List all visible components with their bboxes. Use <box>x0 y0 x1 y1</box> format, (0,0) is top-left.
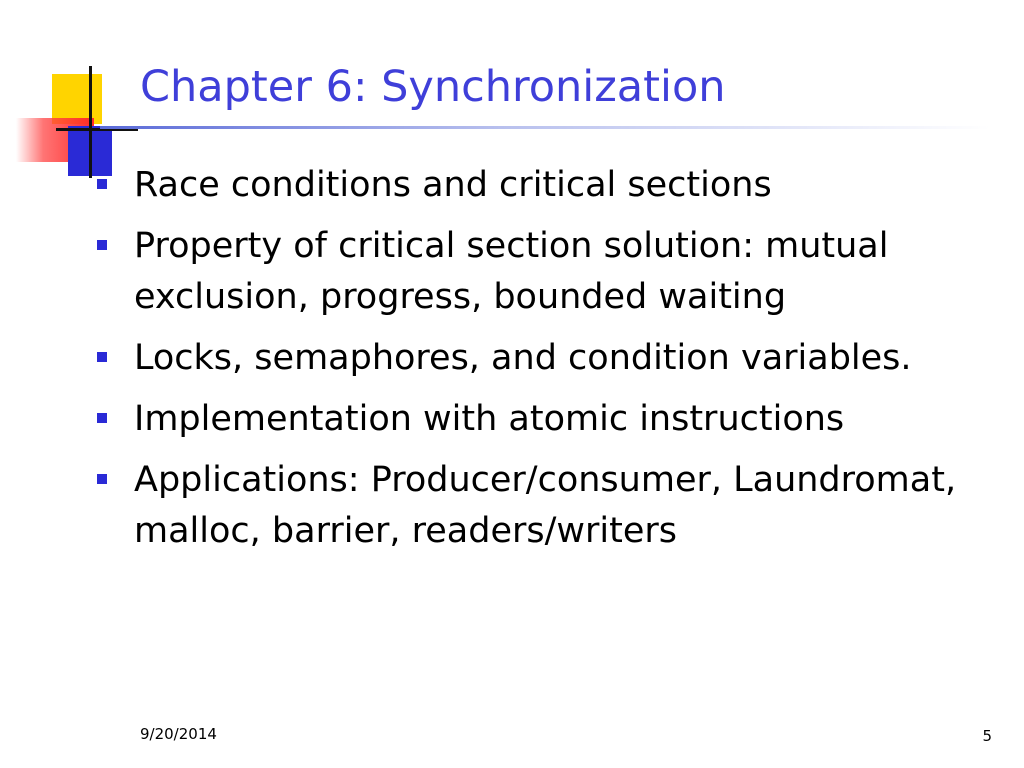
bullet-square-icon <box>97 474 107 484</box>
footer-date: 9/20/2014 <box>140 725 217 743</box>
slide-title: Chapter 6: Synchronization <box>140 62 726 112</box>
bullet-square-icon <box>97 352 107 362</box>
title-underline <box>100 126 990 129</box>
bullet-list <box>97 160 977 567</box>
bullet-text: Implementation with atomic instructions <box>134 399 845 439</box>
bullet-square-icon <box>97 179 107 189</box>
bullet-item <box>97 394 977 445</box>
bullet-item <box>97 333 977 384</box>
bullet-item <box>97 221 977 323</box>
bullet-text: Property of critical section solution: mutual exclusion, progress, bounded waiting <box>134 226 889 317</box>
bullet-text: Locks, semaphores, and condition variables. <box>134 338 912 378</box>
page-number: 5 <box>982 727 992 745</box>
bullet-item <box>97 160 977 211</box>
logo-yellow-square <box>52 74 102 124</box>
bullet-text: Applications: Producer/consumer, Laundromat, malloc, barrier, readers/writers <box>134 460 957 551</box>
bullet-square-icon <box>97 413 107 423</box>
bullet-text: Race conditions and critical sections <box>134 165 772 205</box>
bullet-square-icon <box>97 240 107 250</box>
logo-vertical-line <box>89 66 92 178</box>
bullet-item <box>97 455 977 557</box>
